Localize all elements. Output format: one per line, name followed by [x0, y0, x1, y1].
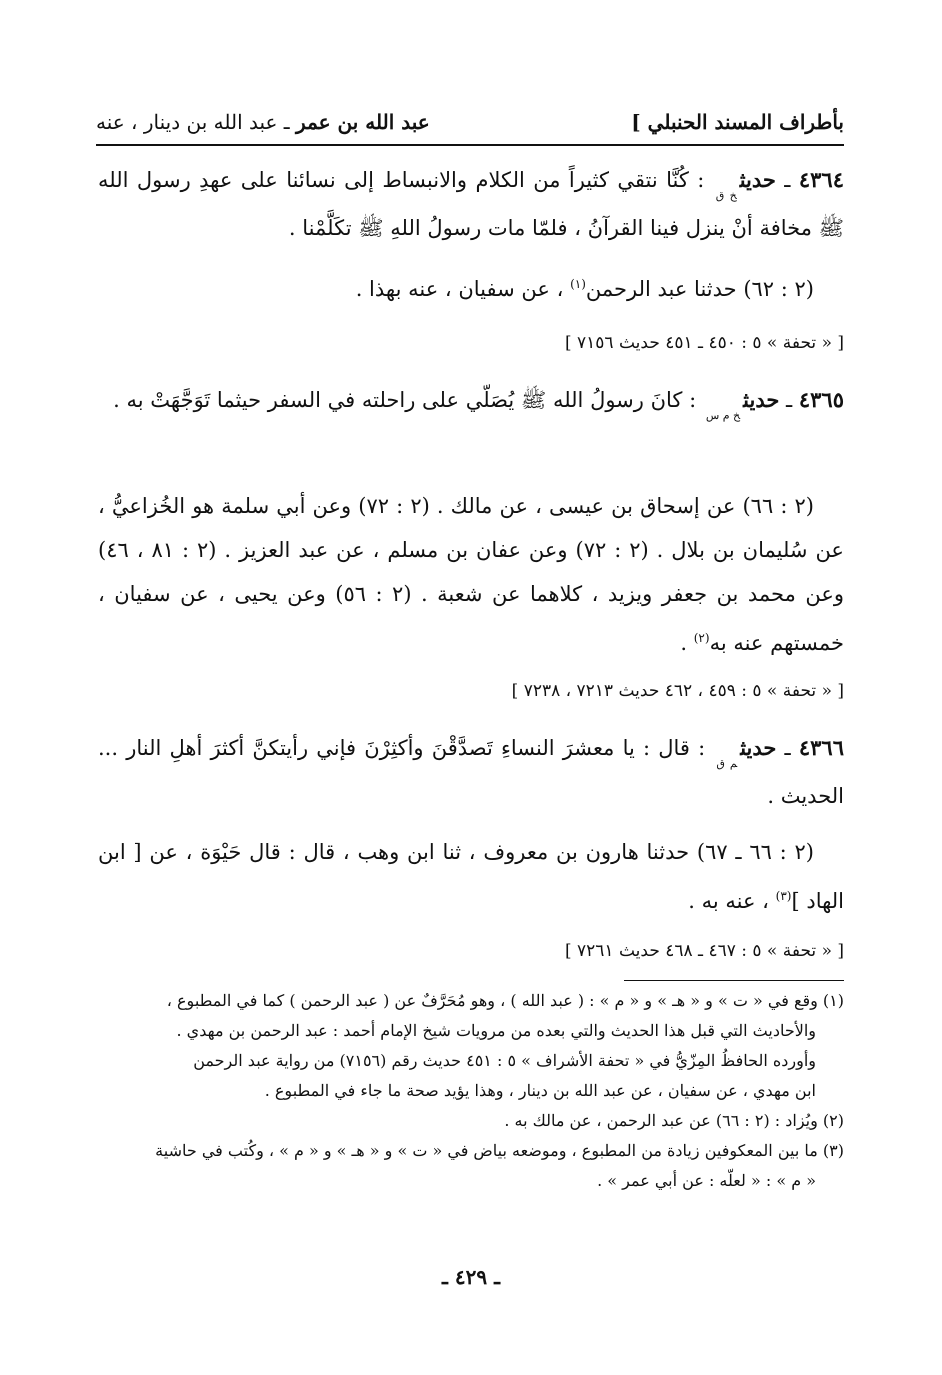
hadith-label: حديث	[743, 387, 780, 412]
dash: ـ	[775, 168, 799, 192]
hadith-text: : كانَ رسولُ الله ﷺ يُصَلّي على راحلته في السفر حيثما تَوَجَّهَتْ به .	[113, 388, 703, 412]
footnote-marker: (١)	[570, 277, 586, 291]
hadith-sigla: م ق	[716, 757, 738, 770]
footnote-3-line: « م » : « لعلّه : عن أبي عمر » .	[597, 1171, 816, 1190]
isnad-text-end: ، عن سفيان ، عنه بهذا .	[355, 277, 571, 301]
hadith-text: : كُنَّا نتقي كثيراً من الكلام والانبساط إلى نسائنا على عهدِ رسول الله ﷺ مخافة أنْ ينزل فينا القرآنُ ، فلمّا مات رسولُ اللهِ ﷺ تكَلَّمْنا .	[98, 168, 844, 240]
footnote-3	[98, 1136, 844, 1196]
footnote-2: (٢) ويُزاد : (٢ : ٦٦) عن عبد الرحمن ، عن مالك به .	[504, 1111, 844, 1130]
header-chain: ـ عبد الله بن دينار ، عنه	[96, 110, 297, 134]
hadith-4364-matn	[98, 158, 844, 250]
hadith-text: : قال : يا معشرَ النساءِ تَصدَّقْنَ وأكثِرْنَ فإني رأيتكنَّ أكثرَ أهلِ النار ... الحديث .	[98, 736, 844, 808]
isnad-text-end: .	[680, 631, 694, 655]
footnote-1-line: (١) وقع في « ت » و « هـ » و « م » : ( عبد الله ) ، وهو مُحَرَّفٌ عن ( عبد الرحمن ) كما في المطبوع ،	[166, 991, 844, 1010]
isnad-text: (٢ : ٦٢) حدثنا عبد الرحمن	[585, 277, 814, 301]
hadith-4364-isnad	[98, 262, 844, 311]
dash: ـ	[779, 388, 799, 412]
footnote-marker: (٢)	[693, 631, 710, 645]
hadith-number: ٤٣٦٥	[798, 387, 844, 412]
header-section-title	[96, 110, 430, 134]
footnote-1-line: ابن مهدي ، عن سفيان ، عن عبد الله بن دينار ، وهذا يؤيد صحة ما جاء في المطبوع .	[264, 1081, 816, 1100]
hadith-4366-matn	[98, 726, 844, 818]
running-header	[96, 104, 844, 146]
footnotes	[98, 986, 844, 1196]
hadith-4365-isnad	[98, 484, 844, 665]
dash: ـ	[776, 736, 799, 760]
hadith-number: ٤٣٦٦	[798, 735, 844, 760]
header-book-title: بأطراف المسند الحنبلي ]	[631, 110, 844, 134]
isnad-text: (٢ : ٦٦) عن إسحاق بن عيسى ، عن مالك . (٢ : ٧٢) وعن أبي سلمة هو الخُزاعيُّ ، عن سُليمان بن بلال . (٢ : ٧٢) وعن عفان بن مسلم ، عن عبد العزيز . (٢ : ٨١ ، ٤٦) وعن محمد بن جعفر ويزيد ، كلاهما عن شعبة . (٢ : ٥٦) وعن يحيى ، عن سفيان ، خمستهم عنه به	[98, 494, 844, 655]
hadith-number: ٤٣٦٤	[798, 167, 844, 192]
page-number: ـ ٤٢٩ ـ	[442, 1265, 500, 1289]
footnote-marker: (٣)	[775, 889, 792, 903]
hadith-sigla: خ ق	[715, 189, 737, 202]
header-companion-name: عبد الله بن عمر	[296, 110, 430, 134]
isnad-text-end: ، عنه به .	[688, 889, 776, 913]
footnote-separator	[624, 980, 844, 981]
footnote-3-line: (٣) ما بين المعكوفين زيادة من المطبوع ، وموضعه بياض في « ت » و « هـ » و « م » ، وكُتب في حاشية	[155, 1141, 844, 1160]
isnad-text: (٢ : ٦٦ ـ ٦٧) حدثنا هارون بن معروف ، ثنا ابن وهب ، قال : قال حَيْوَة ، عن [ ابن الهاد ]	[98, 840, 844, 913]
footnote-1-line: وأورده الحافظُ المِزّيُّ في « تحفة الأشراف » ٥ : ٤٥١ حديث رقم (٧١٥٦) من رواية عبد الرحمن	[193, 1051, 816, 1070]
hadith-4366-isnad	[98, 830, 844, 923]
hadith-label: حديث	[740, 735, 777, 760]
hadith-4366-tuhfa-ref: [ « تحفة » ٥ : ٤٦٧ ـ ٤٦٨ حديث ٧٢٦١ ]	[564, 941, 844, 961]
footnote-1	[98, 986, 844, 1106]
hadith-4365-matn	[98, 378, 844, 426]
hadith-4364-tuhfa-ref: [ « تحفة » ٥ : ٤٥٠ ـ ٤٥١ حديث ٧١٥٦ ]	[564, 333, 844, 353]
hadith-label: حديث	[739, 167, 776, 192]
footnote-1-line: والأحاديث التي قبل هذا الحديث والتي بعده من مرويات شيخ الإمام أحمد : عبد الرحمن بن مهدي .	[176, 1021, 816, 1040]
hadith-sigla: خ م س	[705, 409, 741, 422]
hadith-4365-tuhfa-ref: [ « تحفة » ٥ : ٤٥٩ ، ٤٦٢ حديث ٧٢١٣ ، ٧٢٣٨ ]	[511, 681, 844, 701]
